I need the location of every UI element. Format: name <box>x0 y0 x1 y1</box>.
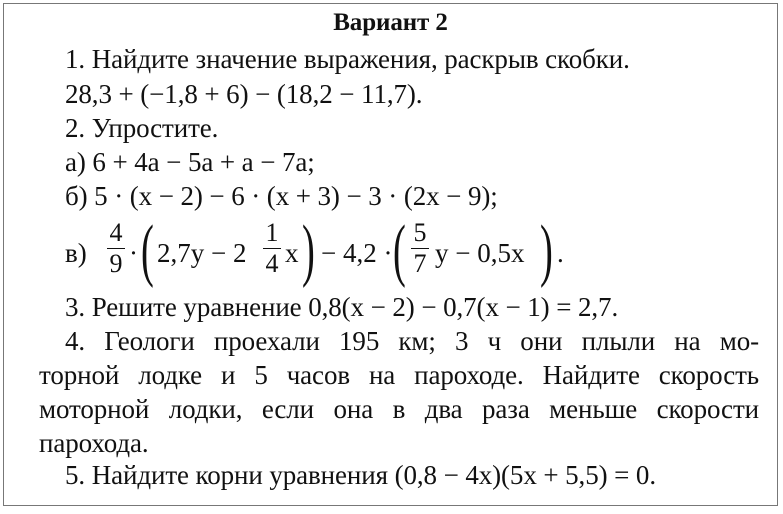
left-paren-2: ( <box>393 212 406 289</box>
dot-operator: · <box>129 238 138 268</box>
fraction-numerator: 5 <box>413 218 427 247</box>
task-4-line-4: парохода. <box>39 428 149 458</box>
fraction-denominator: 4 <box>265 249 279 278</box>
task-2-a: а) 6 + 4а − 5а + а − 7а; <box>65 147 315 177</box>
fraction-numerator: 4 <box>109 218 123 247</box>
fraction-numerator: 1 <box>265 218 279 247</box>
right-paren-1: ) <box>302 212 315 289</box>
task-4-line-2: торной лодке и 5 часов на пароходе. Найдите скорость <box>39 360 759 390</box>
right-paren-2: ) <box>540 212 553 289</box>
inner-expression-1a: 2,7y − 2 <box>157 238 247 268</box>
fraction-5-7 <box>411 220 429 277</box>
inner-expression-1b: x <box>285 238 299 268</box>
left-paren-1: ( <box>141 212 154 289</box>
task-4-line-3: моторной лодки, если она в два раза меньше скорости <box>39 394 759 424</box>
task-1-expression: 28,3 + (−1,8 + 6) − (18,2 − 11,7). <box>65 79 423 109</box>
task-4-line-1: 4. Геологи проехали 195 км; 3 ч они плыли на мо- <box>65 326 759 356</box>
fraction-1-4 <box>263 220 281 277</box>
task-2-b: б) 5 · (x − 2) − 6 · (x + 3) − 3 · (2x − 9); <box>65 181 498 211</box>
fraction-4-9 <box>107 220 125 277</box>
end-period: . <box>557 238 564 268</box>
task-1-text: 1. Найдите значение выражения, раскрыв скобки. <box>65 44 630 74</box>
inner-expression-2: y − 0,5x <box>435 238 525 268</box>
fraction-denominator: 9 <box>109 249 123 278</box>
task-5-text: 5. Найдите корни уравнения (0,8 − 4x)(5x + 5,5) = 0. <box>65 460 656 490</box>
task-3-text: 3. Решите уравнение 0,8(x − 2) − 0,7(x − 1) = 2,7. <box>65 292 619 322</box>
task-2-v-label: в) <box>65 238 87 268</box>
variant-title: Вариант 2 <box>333 9 448 36</box>
middle-term: − 4,2 · <box>321 238 393 268</box>
task-2-text: 2. Упростите. <box>65 113 219 143</box>
worksheet-page <box>3 3 778 506</box>
fraction-denominator: 7 <box>413 249 427 278</box>
